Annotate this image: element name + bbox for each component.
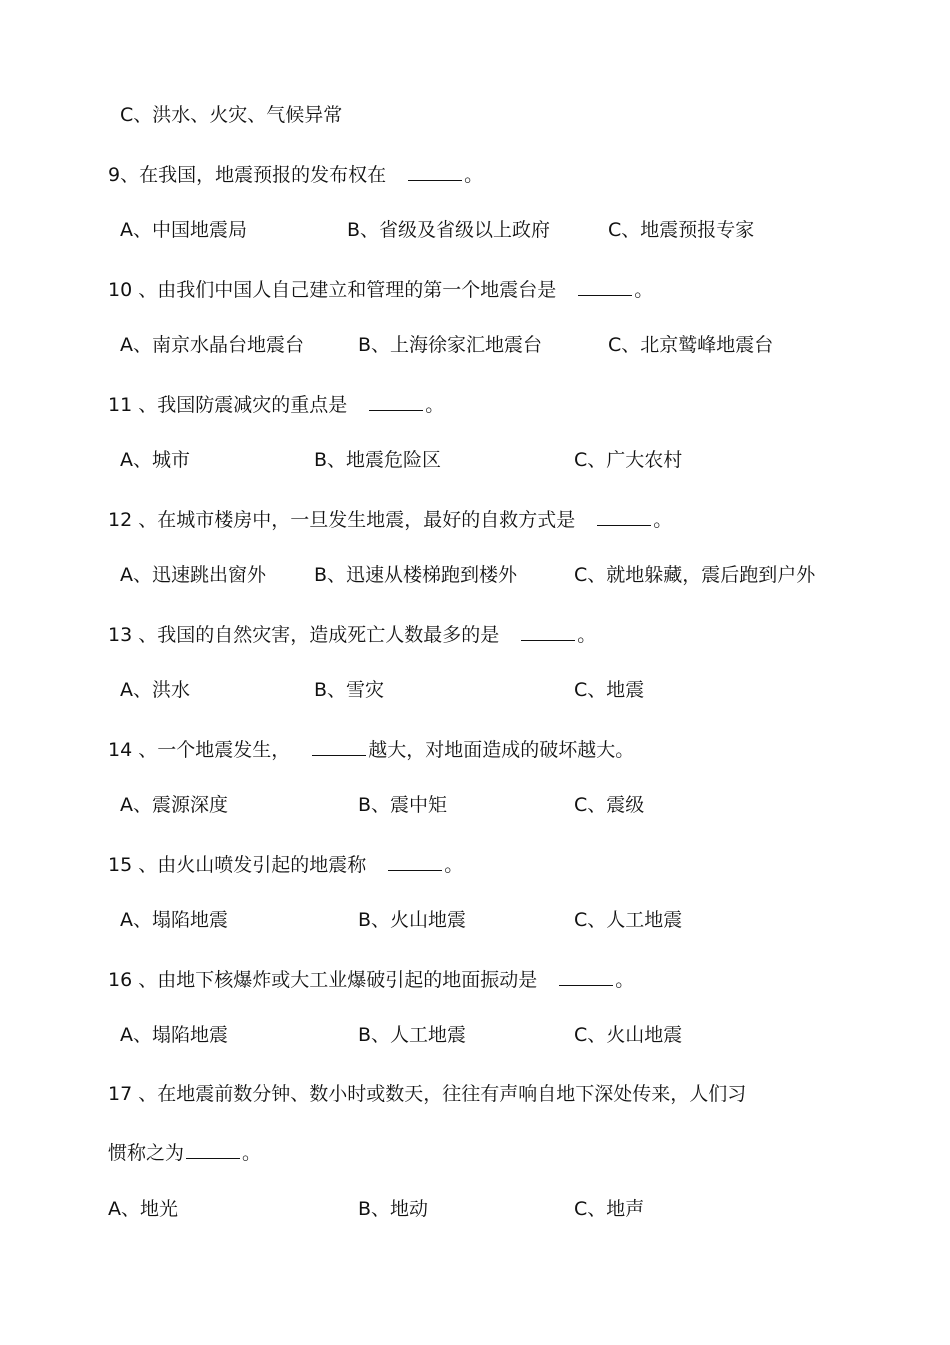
question-text: 17 、在地震前数分钟、数小时或数天，往往有声响自地下深处传来，人们习 — [108, 1083, 747, 1105]
option-b: B、震中矩 — [358, 794, 448, 816]
option-a: A、南京水晶台地震台 — [120, 334, 304, 356]
option-c: C、地声 — [574, 1198, 645, 1220]
option-a: A、地光 — [108, 1198, 178, 1220]
question-11 — [108, 390, 444, 416]
question-text-end: 。 — [464, 164, 484, 186]
option-c: C、广大农村 — [574, 449, 683, 471]
question-text-end: 。 — [577, 624, 597, 646]
option-c: C、北京鹫峰地震台 — [608, 334, 774, 356]
question-16 — [108, 965, 634, 991]
option-b: B、上海徐家汇地震台 — [358, 334, 543, 356]
option-c: C、就地躲藏，震后跑到户外 — [574, 564, 816, 586]
question-10-options — [120, 332, 920, 358]
question-text-end: 。 — [615, 969, 635, 991]
question-text: 9、在我国，地震预报的发布权在 — [108, 164, 387, 186]
answer-blank — [597, 505, 651, 526]
option-c: C、震级 — [574, 794, 645, 816]
question-13 — [108, 620, 596, 646]
option-b: B、人工地震 — [358, 1024, 467, 1046]
question-text: 15 、由火山喷发引起的地震称 — [108, 854, 367, 876]
answer-blank — [388, 850, 442, 871]
answer-blank — [312, 735, 366, 756]
option-a: A、塌陷地震 — [120, 909, 228, 931]
question-17-options — [108, 1196, 908, 1222]
option-a: A、洪水 — [120, 679, 190, 701]
question-text-end: 。 — [242, 1142, 262, 1164]
option-a: A、塌陷地震 — [120, 1024, 228, 1046]
option-c: C、人工地震 — [574, 909, 683, 931]
answer-blank — [559, 965, 613, 986]
option-a: A、震源深度 — [120, 794, 228, 816]
question-9-options — [120, 217, 920, 243]
question-17 — [108, 1081, 746, 1107]
option-a: A、中国地震局 — [120, 219, 247, 241]
question-text-end: 。 — [425, 394, 445, 416]
question-14 — [108, 735, 634, 761]
option-c: C、地震预报专家 — [608, 219, 755, 241]
option-c: C、洪水、火灾、气候异常 — [120, 104, 343, 126]
question-text: 13 、我国的自然灾害，造成死亡人数最多的是 — [108, 624, 500, 646]
answer-blank — [521, 620, 575, 641]
question-text: 12 、在城市楼房中，一旦发生地震，最好的自救方式是 — [108, 509, 576, 531]
option-b: B、迅速从楼梯跑到楼外 — [314, 564, 518, 586]
question-text-end: 。 — [444, 854, 464, 876]
question-text: 10 、由我们中国人自己建立和管理的第一个地震台是 — [108, 279, 557, 301]
question-13-options — [120, 677, 920, 703]
answer-blank — [186, 1138, 240, 1159]
question-9 — [108, 160, 483, 186]
option-row — [120, 102, 920, 128]
question-15 — [108, 850, 463, 876]
question-12 — [108, 505, 672, 531]
option-c: C、火山地震 — [574, 1024, 683, 1046]
question-10 — [108, 275, 653, 301]
question-11-options — [120, 447, 920, 473]
question-12-options — [120, 562, 920, 588]
option-b: B、雪灾 — [314, 679, 385, 701]
question-text: 惯称之为 — [108, 1142, 185, 1164]
question-text-end: 。 — [653, 509, 673, 531]
question-17-continued — [108, 1138, 261, 1164]
question-16-options — [120, 1022, 920, 1048]
question-text-end: 。 — [634, 279, 654, 301]
option-c: C、地震 — [574, 679, 645, 701]
question-text: 14 、一个地震发生， — [108, 739, 291, 761]
option-b: B、地震危险区 — [314, 449, 442, 471]
answer-blank — [369, 390, 423, 411]
option-a: A、城市 — [120, 449, 190, 471]
question-14-options — [120, 792, 920, 818]
option-b: B、火山地震 — [358, 909, 467, 931]
answer-blank — [408, 160, 462, 181]
option-a: A、迅速跳出窗外 — [120, 564, 266, 586]
option-b: B、省级及省级以上政府 — [347, 219, 551, 241]
option-b: B、地动 — [358, 1198, 429, 1220]
question-15-options — [120, 907, 920, 933]
answer-blank — [578, 275, 632, 296]
question-text: 16 、由地下核爆炸或大工业爆破引起的地面振动是 — [108, 969, 538, 991]
question-text: 11 、我国防震减灾的重点是 — [108, 394, 348, 416]
question-text-end: 越大，对地面造成的破坏越大。 — [368, 739, 635, 761]
